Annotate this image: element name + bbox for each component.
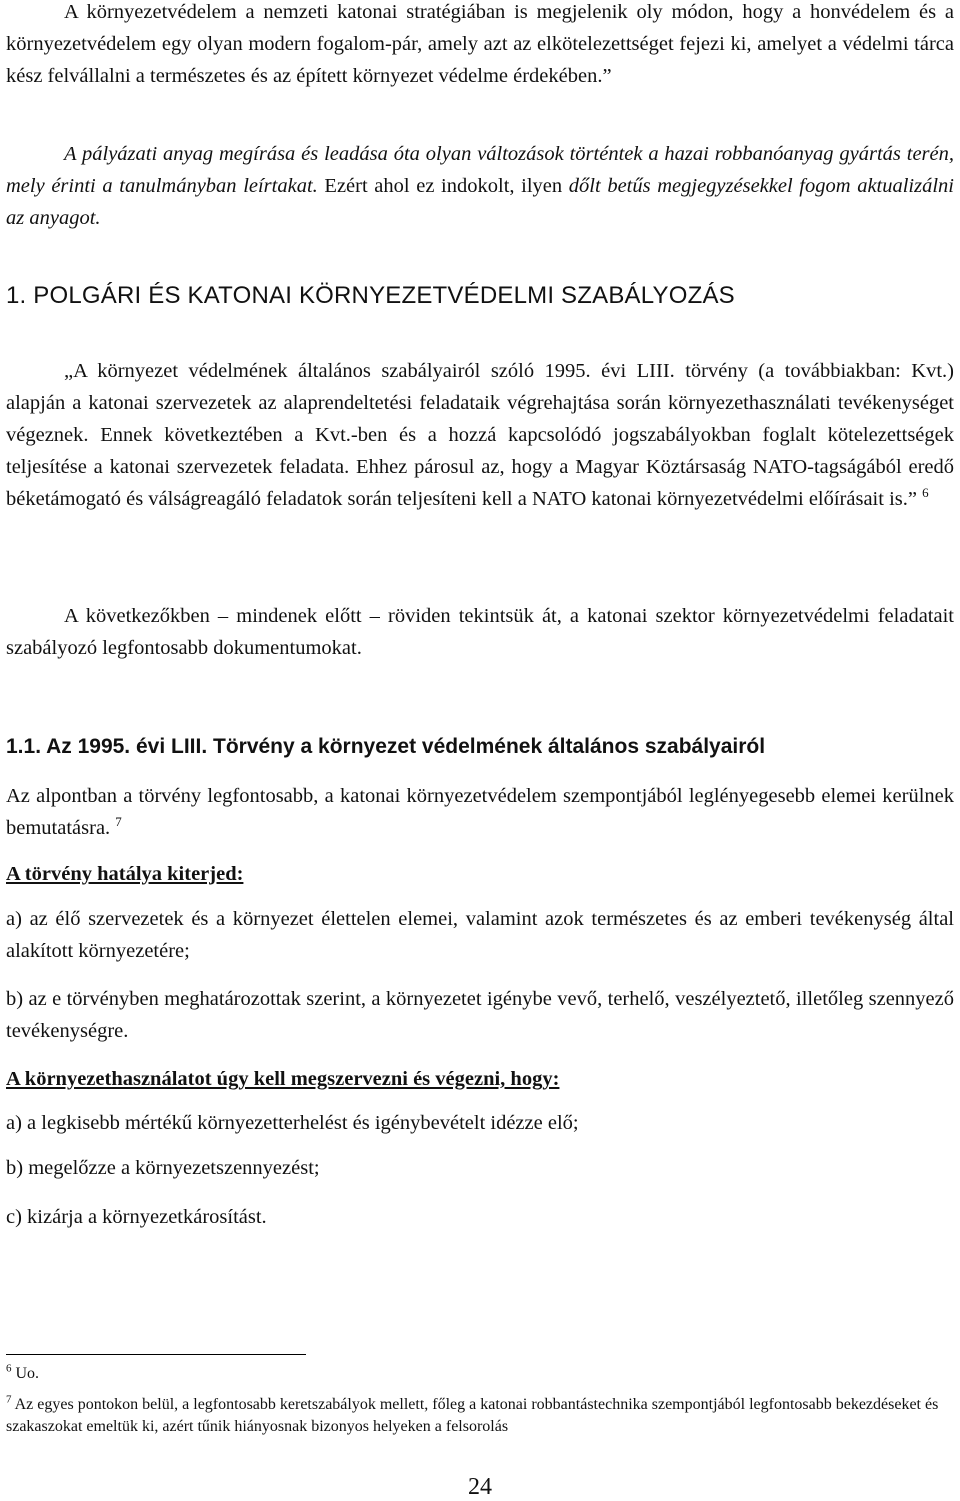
update-note-upright: Ezért ahol ez indokolt, ilyen	[324, 175, 563, 197]
footnote-7-number: 7	[6, 1393, 12, 1406]
update-note-italic: A pályázati anyag megírása és leadása óta olyan változások történtek a hazai robbanóanyag gyártás terén, mely érinti a tanulmányban leírtakat.	[6, 143, 954, 197]
scope-item-b: b) az e törvényben meghatározottak szerint, a környezetet igénybe vevő, terhelő, veszélyeztető, illetőleg szennyező tevékenységre.	[6, 988, 954, 1042]
use-item-c: c) kizárja a környezetkárosítást.	[6, 1206, 267, 1228]
use-item-a: a) a legkisebb mértékű környezetterhelést és igénybevételt idézze elő;	[6, 1112, 579, 1134]
page-number: 24	[468, 1474, 492, 1500]
footnote-7	[6, 1394, 954, 1438]
scope-item-a: a) az élő szervezetek és a környezet élettelen elemei, valamint azok természetes és az emberi tevékenység által alakított környezetére;	[6, 908, 954, 962]
section-1-1-intro	[6, 780, 954, 844]
intro-paragraph: A környezetvédelem a nemzeti katonai stratégiában is megjelenik oly módon, hogy a honvédelem és a környezetvédelem egy olyan modern fogalom-pár, amely azt az elkötelezettséget fejezi ki, amelyet a védelmi tárca kész felvállalni a természetes és az épített környezet védelme érdekében.”	[6, 1, 954, 87]
update-note-paragraph	[6, 138, 954, 234]
footnote-7-text: Az egyes pontokon belül, a legfontosabb keretszabályok mellett, főleg a katonai robbantástechnika szempontjából legfontosabb bekezdéseket és szakaszokat emeltük ki, azért tűnik hiányosnak bizonyos helyeken a felsorolás	[6, 1396, 939, 1435]
section-1-1-intro-text: Az alpontban a törvény legfontosabb, a katonai környezetvédelem szempontjából leglényegesebb elemei kerülnek bemutatásra.	[6, 785, 954, 839]
use-heading: A környezethasználatot úgy kell megszervezni és végezni, hogy:	[6, 1068, 560, 1090]
footnote-separator	[6, 1354, 306, 1355]
section-1-heading: 1. POLGÁRI ÉS KATONAI KÖRNYEZETVÉDELMI SZABÁLYOZÁS	[6, 282, 735, 309]
footnote-ref-7: 7	[115, 814, 122, 830]
use-item-b: b) megelőzze a környezetszennyezést;	[6, 1157, 320, 1179]
update-note-italic-end: dőlt betűs megjegyzésekkel fogom aktualizálni az anyagot.	[6, 175, 954, 229]
scope-heading: A törvény hatálya kiterjed:	[6, 863, 244, 885]
section-1-paragraph	[6, 355, 954, 515]
footnote-6	[6, 1363, 954, 1385]
section-1-quote: „A környezet védelmének általános szabályairól szóló 1995. évi LIII. törvény (a továbbiakban: Kvt.) alapján a katonai szervezetek az alaprendeltetési feladataik végrehajtása során környezethasználati tevékenységet végeznek. Ennek következtében a Kvt.-ben és a hozzá kapcsolódó jogszabályokban foglalt kötelezettségek teljesítése a katonai szervezetek feladata. Ehhez párosul az, hogy a Magyar Köztársaság NATO-tagságából eredő béketámogató és válságreagáló feladatok során teljesíteni kell a NATO katonai környezetvédelmi előírásait is.”	[6, 360, 954, 510]
document-page	[6, 0, 954, 1501]
section-1-1-heading: 1.1. Az 1995. évi LIII. Törvény a környezet védelmének általános szabályairól	[6, 735, 766, 758]
section-1-overview-paragraph: A következőkben – mindenek előtt – röviden tekintsük át, a katonai szektor környezetvédelmi feladatait szabályozó legfontosabb dokumentumokat.	[6, 605, 954, 659]
footnote-6-text: Uo.	[15, 1365, 40, 1382]
footnote-ref-6: 6	[922, 485, 929, 501]
footnote-6-number: 6	[6, 1362, 12, 1375]
